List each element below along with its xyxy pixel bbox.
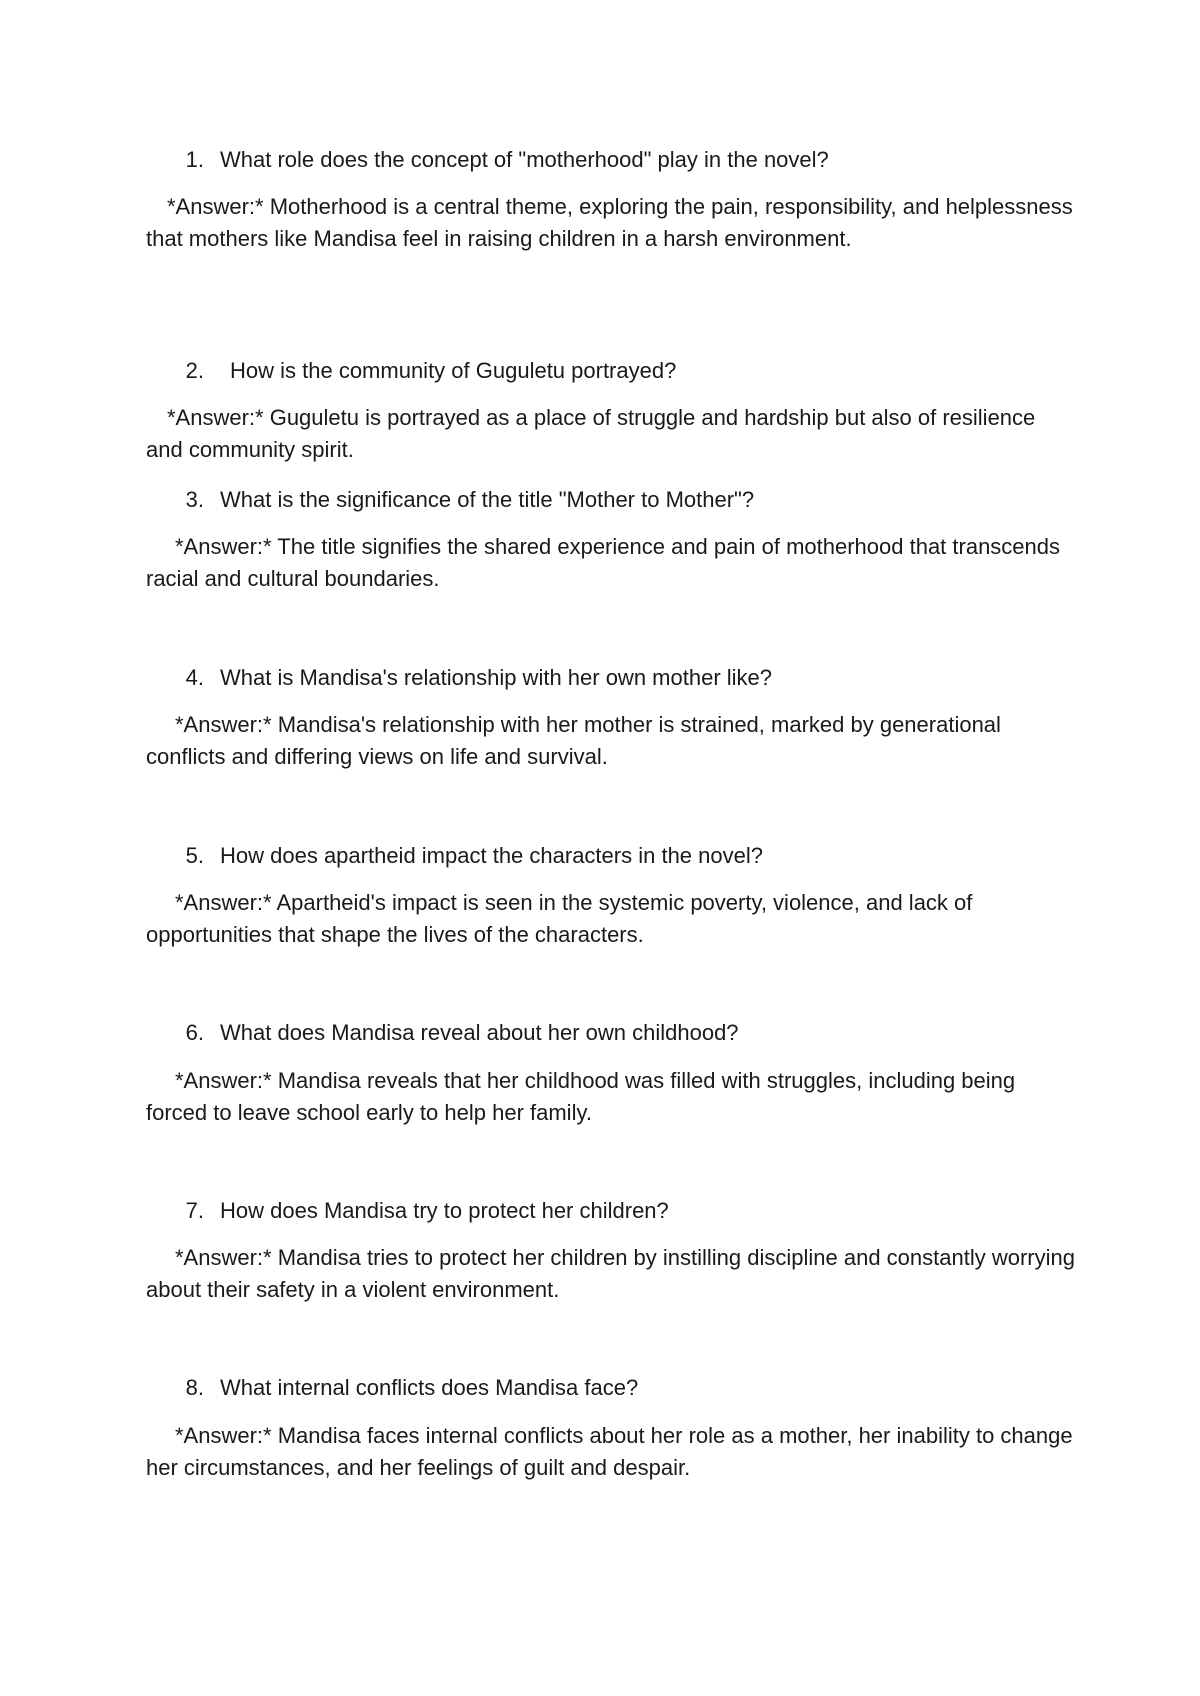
answer-5: *Answer:* Apartheid's impact is seen in the systemic poverty, violence, and lack of opportunities that shape the lives of the characters. (146, 890, 973, 947)
answer-8: *Answer:* Mandisa faces internal conflicts about her role as a mother, her inability to change her circumstances, and her feelings of guilt and despair. (146, 1423, 1073, 1480)
answer-1: *Answer:* Motherhood is a central theme, exploring the pain, responsibility, and helplessness that mothers like Mandisa feel in raising children in a harsh environment. (146, 194, 1073, 251)
answer-3: *Answer:* The title signifies the shared experience and pain of motherhood that transcends racial and cultural boundaries. (146, 534, 1061, 591)
question-text: How does Mandisa try to protect her children? (220, 1198, 669, 1223)
answer-2: *Answer:* Guguletu is portrayed as a place of struggle and hardship but also of resilience and community spirit. (146, 405, 1036, 462)
question-4 (168, 662, 772, 694)
question-text: What role does the concept of "motherhood" play in the novel? (220, 147, 829, 172)
answer-7: *Answer:* Mandisa tries to protect her children by instilling discipline and constantly worrying about their safety in a violent environment. (146, 1245, 1075, 1302)
question-text: What internal conflicts does Mandisa face? (220, 1375, 639, 1400)
answer-6: *Answer:* Mandisa reveals that her childhood was filled with struggles, including being forced to leave school early to help her family. (146, 1068, 1016, 1125)
question-number: 7. (185, 1198, 204, 1223)
question-number: 2. (185, 358, 204, 383)
question-number: 6. (185, 1020, 204, 1045)
question-number: 4. (185, 665, 204, 690)
question-2 (168, 355, 676, 387)
question-7 (168, 1195, 669, 1227)
question-3 (168, 484, 754, 516)
question-8 (168, 1372, 638, 1404)
question-number: 3. (185, 487, 204, 512)
question-text: How is the community of Guguletu portrayed? (230, 358, 677, 383)
question-text: What is Mandisa's relationship with her own mother like? (220, 665, 772, 690)
question-1 (168, 144, 829, 176)
question-5 (168, 840, 763, 872)
question-text: What is the significance of the title "Mother to Mother"? (220, 487, 755, 512)
question-text: What does Mandisa reveal about her own childhood? (220, 1020, 739, 1045)
question-number: 5. (185, 843, 204, 868)
question-6 (168, 1017, 739, 1049)
question-number: 8. (185, 1375, 204, 1400)
answer-4: *Answer:* Mandisa's relationship with her mother is strained, marked by generational conflicts and differing views on life and survival. (146, 712, 1001, 769)
question-text: How does apartheid impact the characters in the novel? (220, 843, 763, 868)
question-number: 1. (185, 147, 204, 172)
